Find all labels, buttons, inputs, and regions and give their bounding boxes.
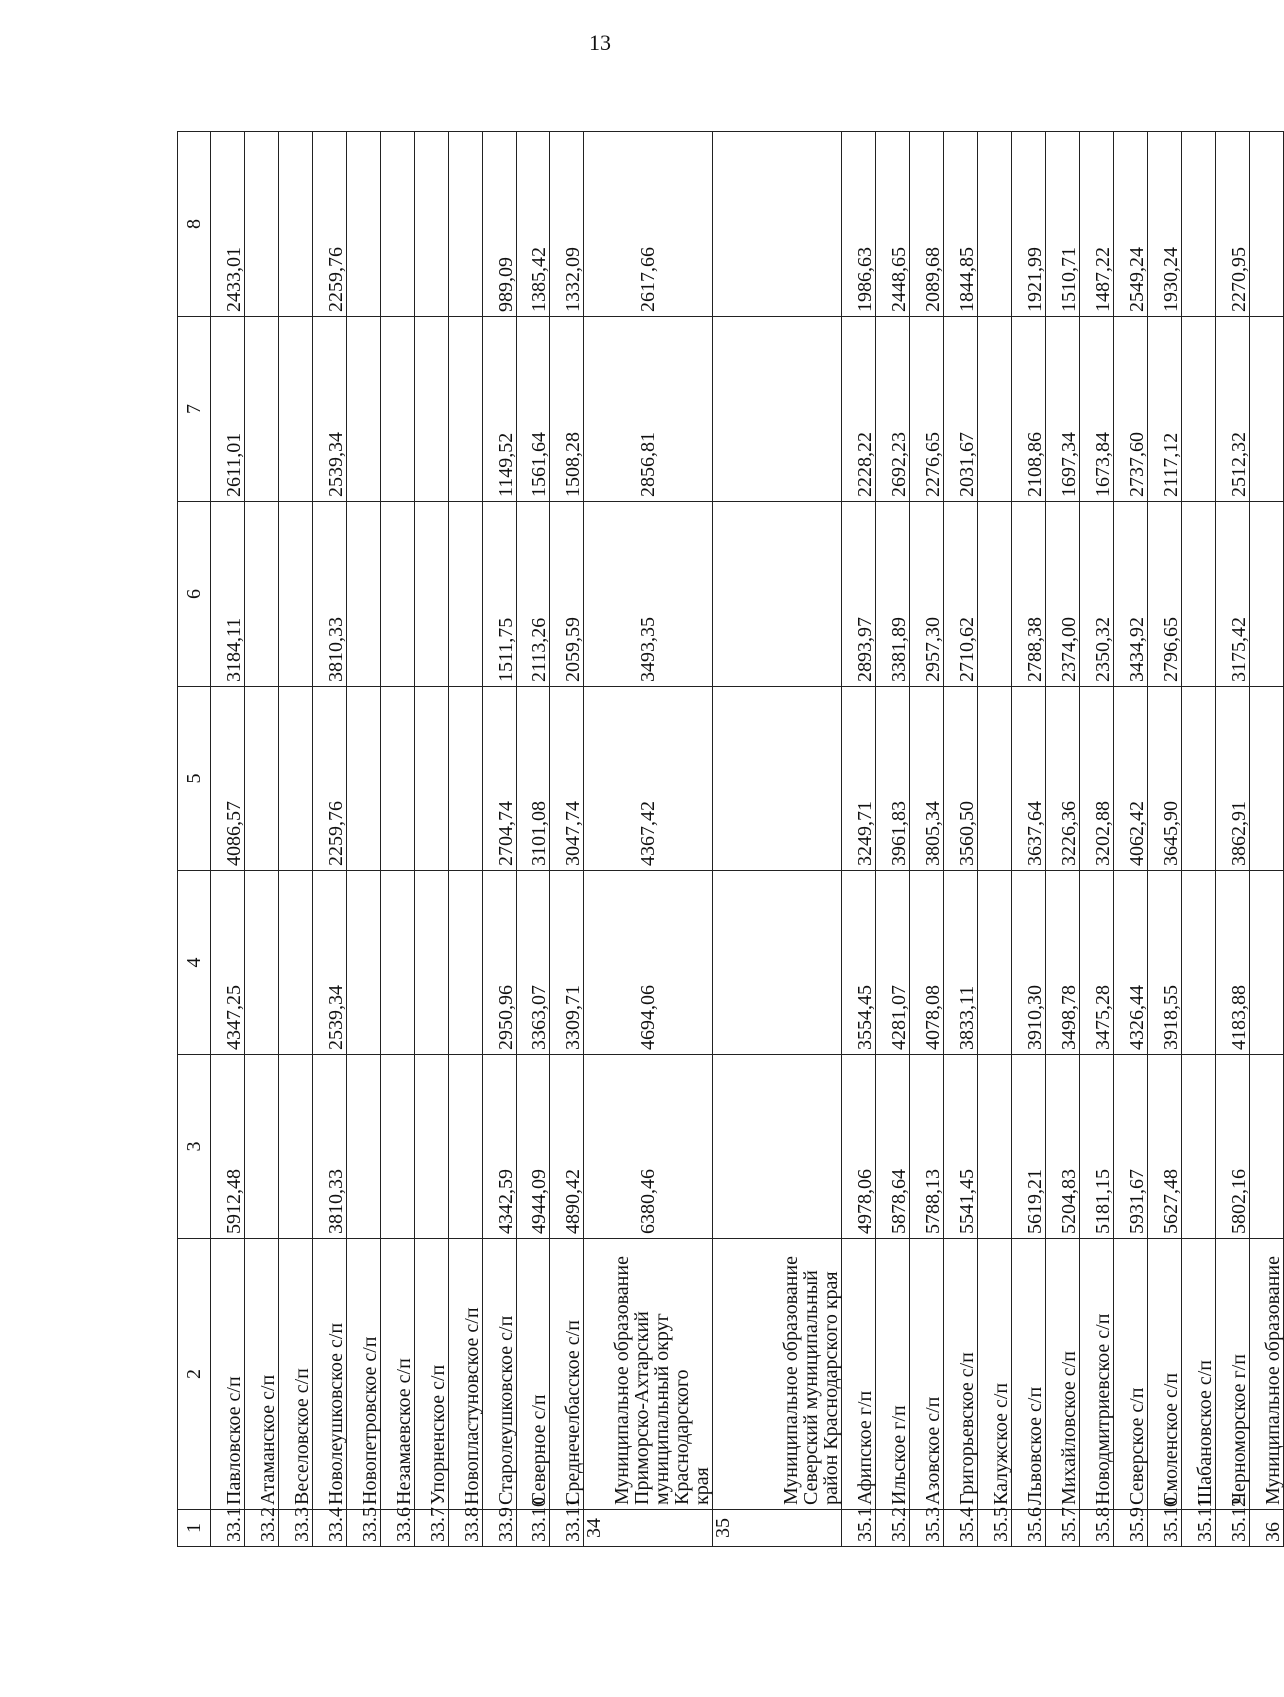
value-cell-c6: 3184,11 (210, 502, 244, 687)
table-row (1215, 132, 1249, 1547)
value-cell-c6 (978, 502, 1012, 687)
value-cell-c7 (346, 317, 380, 502)
table-row (482, 132, 516, 1547)
value-cell-c5 (278, 687, 312, 871)
table-row (278, 132, 312, 1547)
value-cell-c6 (278, 502, 312, 687)
value-cell-c4: 3309,71 (550, 871, 584, 1055)
row-name-line: Упорненское с/п (426, 1364, 449, 1505)
row-name (876, 1239, 910, 1510)
value-cell-c5 (1249, 687, 1283, 871)
row-name (1147, 1239, 1181, 1510)
value-cell-c3: 5619,21 (1012, 1055, 1046, 1239)
value-cell-c3: 5541,45 (944, 1055, 978, 1239)
value-cell-c5: 4062,42 (1113, 687, 1147, 871)
table-row (1181, 132, 1215, 1547)
row-name-line: Северское с/п (1125, 1387, 1148, 1505)
value-cell-c6: 2796,65 (1147, 502, 1181, 687)
value-cell-c3 (278, 1055, 312, 1239)
value-cell-c7: 1697,34 (1046, 317, 1080, 502)
value-cell-c8: 1510,71 (1046, 132, 1080, 317)
value-cell-c8 (713, 132, 842, 317)
value-cell-c8 (278, 132, 312, 317)
value-cell-c3: 5204,83 (1046, 1055, 1080, 1239)
value-cell-c3: 5788,13 (910, 1055, 944, 1239)
value-cell-c6: 2113,26 (516, 502, 550, 687)
value-cell-c5 (244, 687, 278, 871)
value-cell-c8: 2089,68 (910, 132, 944, 317)
value-cell-c4 (346, 871, 380, 1055)
value-cell-c7 (244, 317, 278, 502)
row-name-line: Львовское с/п (1024, 1386, 1047, 1505)
value-cell-c7: 2611,01 (210, 317, 244, 502)
row-code: 35.3 (910, 1510, 944, 1547)
table-row (1113, 132, 1147, 1547)
header-cell: 5 (178, 687, 211, 871)
value-cell-c4 (380, 871, 414, 1055)
value-cell-c3: 5878,64 (876, 1055, 910, 1239)
row-code: 34 (584, 1510, 713, 1547)
table-row (1012, 132, 1046, 1547)
value-cell-c4: 3833,11 (944, 871, 978, 1055)
header-row (178, 132, 211, 1547)
value-cell-c8: 2433,01 (210, 132, 244, 317)
row-name (278, 1239, 312, 1510)
row-code: 35.6 (1012, 1510, 1046, 1547)
value-cell-c7: 1149,52 (482, 317, 516, 502)
value-cell-c5 (346, 687, 380, 871)
value-cell-c4 (414, 871, 448, 1055)
value-cell-c5: 4367,42 (584, 687, 713, 871)
value-cell-c7: 2512,32 (1215, 317, 1249, 502)
row-code: 33.3 (278, 1510, 312, 1547)
value-cell-c4: 3918,55 (1147, 871, 1181, 1055)
table-row (978, 132, 1012, 1547)
value-cell-c6: 3434,92 (1113, 502, 1147, 687)
value-cell-c6: 2059,59 (550, 502, 584, 687)
value-cell-c8: 1986,63 (842, 132, 876, 317)
row-name-line: район Краснодарского края (820, 1271, 843, 1505)
row-code: 35.7 (1046, 1510, 1080, 1547)
row-name (346, 1239, 380, 1510)
value-cell-c8: 2270,95 (1215, 132, 1249, 317)
value-cell-c8 (448, 132, 482, 317)
value-cell-c6: 2957,30 (910, 502, 944, 687)
value-cell-c5 (448, 687, 482, 871)
table-row (1147, 132, 1181, 1547)
value-cell-c8 (1181, 132, 1215, 317)
row-name-line: Павловское с/п (222, 1376, 245, 1505)
value-cell-c4 (278, 871, 312, 1055)
row-name (944, 1239, 978, 1510)
value-cell-c5: 3226,36 (1046, 687, 1080, 871)
value-cell-c4 (713, 871, 842, 1055)
header-cell: 6 (178, 502, 211, 687)
row-name (1113, 1239, 1147, 1510)
value-cell-c5 (1181, 687, 1215, 871)
table-row (346, 132, 380, 1547)
row-code: 35.11 (1181, 1510, 1215, 1547)
value-cell-c7 (978, 317, 1012, 502)
value-cell-c4: 3475,28 (1079, 871, 1113, 1055)
rotated-table-container (177, 132, 1284, 1547)
value-cell-c7 (380, 317, 414, 502)
row-name-line: Григорьевское с/п (956, 1352, 979, 1505)
value-cell-c6: 3493,35 (584, 502, 713, 687)
header-cell: 2 (178, 1239, 211, 1510)
value-cell-c5: 3645,90 (1147, 687, 1181, 871)
table-row (380, 132, 414, 1547)
value-cell-c6 (1249, 502, 1283, 687)
value-cell-c7: 2117,12 (1147, 317, 1181, 502)
row-name (448, 1239, 482, 1510)
row-code: 35.5 (978, 1510, 1012, 1547)
value-cell-c6: 3810,33 (312, 502, 346, 687)
value-cell-c7: 2737,60 (1113, 317, 1147, 502)
value-cell-c7 (1249, 317, 1283, 502)
value-cell-c8 (1249, 132, 1283, 317)
row-code: 33.1 (210, 1510, 244, 1547)
row-code: 35.8 (1079, 1510, 1113, 1547)
row-code: 35 (713, 1510, 842, 1547)
row-name (210, 1239, 244, 1510)
row-name-line: Черноморское г/п (1227, 1353, 1250, 1505)
value-cell-c6: 2350,32 (1079, 502, 1113, 687)
row-name (1181, 1239, 1215, 1510)
value-cell-c5 (380, 687, 414, 871)
row-name-line: Старолеушковское с/п (494, 1315, 517, 1505)
value-cell-c6 (244, 502, 278, 687)
row-name (1046, 1239, 1080, 1510)
row-name-line: Приморско-Ахтарский (631, 1311, 654, 1505)
value-cell-c7: 2692,23 (876, 317, 910, 502)
value-cell-c6: 3175,42 (1215, 502, 1249, 687)
value-cell-c8: 989,09 (482, 132, 516, 317)
value-cell-c7: 2228,22 (842, 317, 876, 502)
row-code: 35.4 (944, 1510, 978, 1547)
value-cell-c4 (244, 871, 278, 1055)
row-name (978, 1239, 1012, 1510)
row-name-line: Муниципальное образование (611, 1256, 634, 1505)
value-cell-c7 (414, 317, 448, 502)
row-name (380, 1239, 414, 1510)
value-cell-c8 (346, 132, 380, 317)
table-row (244, 132, 278, 1547)
table-row (448, 132, 482, 1547)
table-body (178, 132, 1284, 1547)
row-name (312, 1239, 346, 1510)
row-name-line: Ильское г/п (888, 1405, 911, 1505)
row-name (910, 1239, 944, 1510)
row-code: 33.7 (414, 1510, 448, 1547)
value-cell-c4: 4183,88 (1215, 871, 1249, 1055)
value-cell-c8: 2549,24 (1113, 132, 1147, 317)
row-name (414, 1239, 448, 1510)
row-code: 35.1 (842, 1510, 876, 1547)
row-name (482, 1239, 516, 1510)
value-cell-c4 (978, 871, 1012, 1055)
value-cell-c4: 4078,08 (910, 871, 944, 1055)
row-name-line: Северский муниципальный (800, 1270, 823, 1505)
table-row (550, 132, 584, 1547)
row-code: 35.9 (1113, 1510, 1147, 1547)
header-cell: 3 (178, 1055, 211, 1239)
row-name (550, 1239, 584, 1510)
row-name (516, 1239, 550, 1510)
row-name-line: Муниципальное образование (780, 1256, 803, 1505)
table-row (312, 132, 346, 1547)
data-table (177, 131, 1284, 1547)
value-cell-c6 (414, 502, 448, 687)
value-cell-c3: 5627,48 (1147, 1055, 1181, 1239)
value-cell-c3 (346, 1055, 380, 1239)
value-cell-c4 (1181, 871, 1215, 1055)
row-name-line: Азовское с/п (922, 1396, 945, 1505)
value-cell-c7 (448, 317, 482, 502)
row-name (1079, 1239, 1113, 1510)
header-cell: 7 (178, 317, 211, 502)
value-cell-c8: 1921,99 (1012, 132, 1046, 317)
value-cell-c3 (1181, 1055, 1215, 1239)
value-cell-c6 (448, 502, 482, 687)
value-cell-c6: 2788,38 (1012, 502, 1046, 687)
value-cell-c4: 4281,07 (876, 871, 910, 1055)
row-name (1249, 1239, 1283, 1510)
value-cell-c7 (1181, 317, 1215, 502)
value-cell-c5: 3249,71 (842, 687, 876, 871)
value-cell-c6 (346, 502, 380, 687)
value-cell-c8 (380, 132, 414, 317)
row-name-line: Новопластуновское с/п (460, 1307, 483, 1505)
row-name (244, 1239, 278, 1510)
row-code: 33.4 (312, 1510, 346, 1547)
table-row (876, 132, 910, 1547)
row-code: 35.12 (1215, 1510, 1249, 1547)
row-name-line: Смоленское с/п (1159, 1372, 1182, 1505)
row-name (584, 1239, 713, 1510)
row-code: 33.2 (244, 1510, 278, 1547)
value-cell-c3: 5931,67 (1113, 1055, 1147, 1239)
row-name (842, 1239, 876, 1510)
row-name-line: Атаманское с/п (256, 1374, 279, 1505)
row-name (1012, 1239, 1046, 1510)
value-cell-c7: 2539,34 (312, 317, 346, 502)
value-cell-c4: 3363,07 (516, 871, 550, 1055)
table-row (1249, 132, 1283, 1547)
row-code: 33.8 (448, 1510, 482, 1547)
value-cell-c4: 4347,25 (210, 871, 244, 1055)
value-cell-c7: 1508,28 (550, 317, 584, 502)
value-cell-c4: 2950,96 (482, 871, 516, 1055)
value-cell-c8: 1844,85 (944, 132, 978, 317)
value-cell-c3 (244, 1055, 278, 1239)
value-cell-c5: 3101,08 (516, 687, 550, 871)
row-code: 33.10 (516, 1510, 550, 1547)
table-row (944, 132, 978, 1547)
value-cell-c8: 1332,09 (550, 132, 584, 317)
row-name-line: Новолеушковское с/п (324, 1322, 347, 1505)
row-code: 33.5 (346, 1510, 380, 1547)
row-code: 33.11 (550, 1510, 584, 1547)
row-name-line: Афипское г/п (854, 1390, 877, 1505)
value-cell-c5 (978, 687, 1012, 871)
page-number: 13 (589, 30, 611, 55)
value-cell-c3 (448, 1055, 482, 1239)
value-cell-c6: 2893,97 (842, 502, 876, 687)
value-cell-c5: 3637,64 (1012, 687, 1046, 871)
table-row (516, 132, 550, 1547)
value-cell-c6: 3381,89 (876, 502, 910, 687)
value-cell-c4: 3910,30 (1012, 871, 1046, 1055)
value-cell-c3: 5802,16 (1215, 1055, 1249, 1239)
row-name (713, 1239, 842, 1510)
table-row (210, 132, 244, 1547)
value-cell-c7 (713, 317, 842, 502)
value-cell-c5: 3047,74 (550, 687, 584, 871)
value-cell-c4: 4326,44 (1113, 871, 1147, 1055)
value-cell-c7: 2856,81 (584, 317, 713, 502)
row-code: 33.6 (380, 1510, 414, 1547)
table-row (842, 132, 876, 1547)
value-cell-c7: 2031,67 (944, 317, 978, 502)
header-cell: 4 (178, 871, 211, 1055)
value-cell-c6 (1181, 502, 1215, 687)
value-cell-c8 (244, 132, 278, 317)
value-cell-c7: 2276,65 (910, 317, 944, 502)
row-name-line: Среднечелбасское с/п (562, 1320, 585, 1505)
row-name-line: Новопетровское с/п (358, 1336, 381, 1505)
value-cell-c6: 1511,75 (482, 502, 516, 687)
value-cell-c3: 4342,59 (482, 1055, 516, 1239)
value-cell-c7: 1561,64 (516, 317, 550, 502)
value-cell-c6: 2710,62 (944, 502, 978, 687)
row-code: 35.10 (1147, 1510, 1181, 1547)
value-cell-c3: 4944,09 (516, 1055, 550, 1239)
value-cell-c5: 3961,83 (876, 687, 910, 871)
value-cell-c4: 3498,78 (1046, 871, 1080, 1055)
value-cell-c5: 3560,50 (944, 687, 978, 871)
value-cell-c3 (713, 1055, 842, 1239)
table-row (713, 132, 842, 1547)
row-name-line: Шабановское с/п (1193, 1360, 1216, 1505)
row-code: 35.2 (876, 1510, 910, 1547)
value-cell-c3: 6380,46 (584, 1055, 713, 1239)
row-name (1215, 1239, 1249, 1510)
row-code: 33.9 (482, 1510, 516, 1547)
value-cell-c3 (1249, 1055, 1283, 1239)
value-cell-c5: 4086,57 (210, 687, 244, 871)
value-cell-c8: 1930,24 (1147, 132, 1181, 317)
value-cell-c8: 1487,22 (1079, 132, 1113, 317)
value-cell-c7 (278, 317, 312, 502)
row-name-line: Михайловское с/п (1057, 1351, 1080, 1505)
value-cell-c3 (380, 1055, 414, 1239)
row-name-line: муниципальный округ (651, 1313, 674, 1505)
row-code: 36 (1249, 1510, 1283, 1547)
row-name-line: Муниципальное образование (1262, 1256, 1284, 1505)
value-cell-c5 (713, 687, 842, 871)
row-name-line: Краснодарского (671, 1369, 694, 1505)
value-cell-c3 (414, 1055, 448, 1239)
value-cell-c7: 2108,86 (1012, 317, 1046, 502)
value-cell-c5: 3805,34 (910, 687, 944, 871)
value-cell-c6 (713, 502, 842, 687)
value-cell-c8 (414, 132, 448, 317)
value-cell-c5 (414, 687, 448, 871)
value-cell-c5: 3862,91 (1215, 687, 1249, 871)
value-cell-c5: 2704,74 (482, 687, 516, 871)
row-name-line: Веселовское с/п (290, 1368, 313, 1505)
row-name-line: Калужское с/п (990, 1382, 1013, 1505)
value-cell-c5: 2259,76 (312, 687, 346, 871)
header-cell: 1 (178, 1510, 211, 1547)
value-cell-c7: 1673,84 (1079, 317, 1113, 502)
table-row (910, 132, 944, 1547)
table-row (1046, 132, 1080, 1547)
row-name-line: края (691, 1467, 714, 1505)
value-cell-c4: 4694,06 (584, 871, 713, 1055)
value-cell-c3: 3810,33 (312, 1055, 346, 1239)
row-name-line: Новодмитриевское с/п (1091, 1313, 1114, 1505)
value-cell-c4: 2539,34 (312, 871, 346, 1055)
value-cell-c4 (448, 871, 482, 1055)
value-cell-c5: 3202,88 (1079, 687, 1113, 871)
value-cell-c4: 3554,45 (842, 871, 876, 1055)
header-cell: 8 (178, 132, 211, 317)
value-cell-c6 (380, 502, 414, 687)
value-cell-c8: 1385,42 (516, 132, 550, 317)
table-row (1079, 132, 1113, 1547)
table-row (584, 132, 713, 1547)
value-cell-c8: 2448,65 (876, 132, 910, 317)
value-cell-c4 (1249, 871, 1283, 1055)
value-cell-c3: 5912,48 (210, 1055, 244, 1239)
value-cell-c3 (978, 1055, 1012, 1239)
value-cell-c8 (978, 132, 1012, 317)
table-row (414, 132, 448, 1547)
row-name-line: Незамаевское с/п (392, 1358, 415, 1505)
value-cell-c8: 2259,76 (312, 132, 346, 317)
value-cell-c3: 4978,06 (842, 1055, 876, 1239)
value-cell-c3: 4890,42 (550, 1055, 584, 1239)
value-cell-c8: 2617,66 (584, 132, 713, 317)
value-cell-c6: 2374,00 (1046, 502, 1080, 687)
value-cell-c3: 5181,15 (1079, 1055, 1113, 1239)
row-name-line: Северное с/п (528, 1394, 551, 1505)
